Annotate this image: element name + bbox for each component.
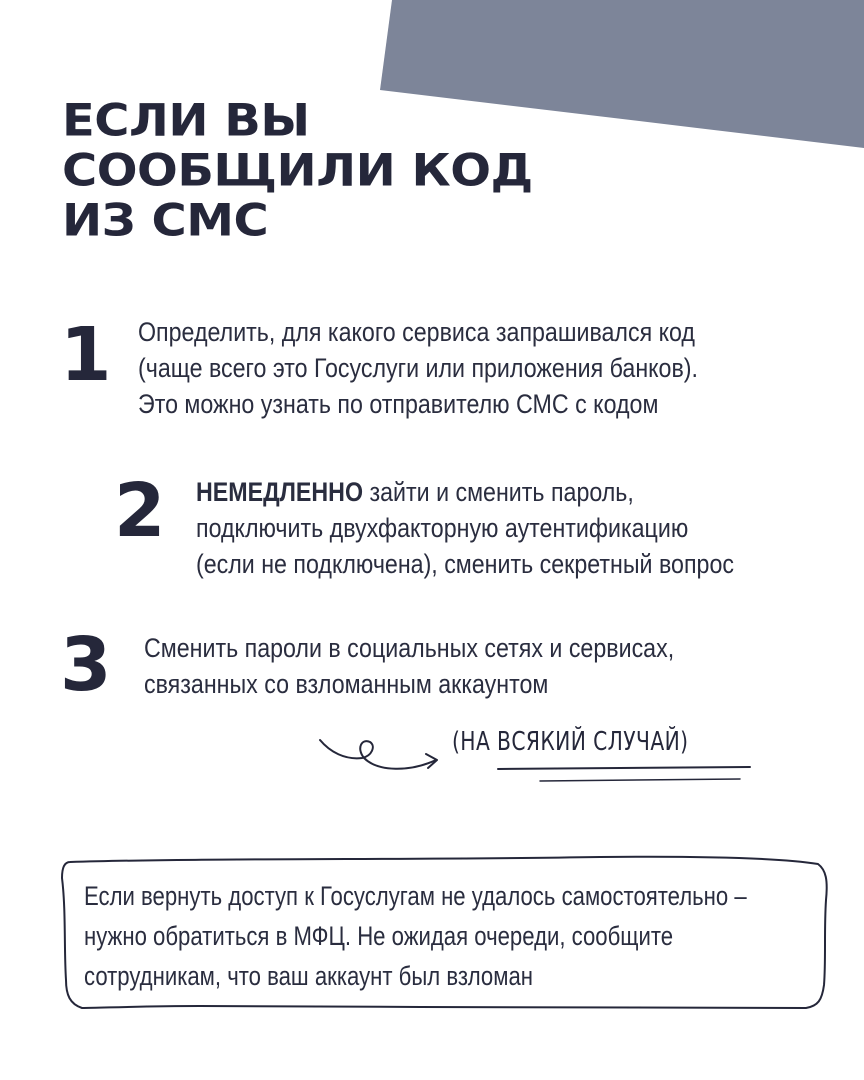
handwritten-underline-2 [540, 779, 740, 781]
step-2-number: 2 [114, 468, 166, 554]
step-1-number: 1 [60, 312, 112, 398]
step-1-text [138, 314, 698, 422]
page-title [62, 95, 533, 248]
step-3-line-2: связанных со взломанным аккаунтом [144, 669, 549, 699]
handwritten-underline [498, 767, 750, 769]
step-2-emphasis: НЕМЕДЛЕННО [196, 477, 364, 507]
step-3-text [144, 630, 674, 702]
step-2-text [196, 474, 734, 582]
notice-line-3: сотрудникам, что ваш аккаунт был взломан [84, 961, 533, 991]
title-line-3: ИЗ СМС [62, 195, 269, 247]
step-2-line-2: подключить двухфакторную аутентификацию [196, 513, 689, 543]
title-line-2: СООБЩИЛИ КОД [62, 145, 533, 197]
step-1-line-1: Определить, для какого сервиса запрашивался код [138, 317, 695, 347]
title-line-1: ЕСЛИ ВЫ [62, 95, 310, 147]
step-2-line-3: (если не подключена), сменить секретный вопрос [196, 549, 734, 579]
step-3-line-1: Сменить пароли в социальных сетях и сервисах, [144, 633, 675, 663]
notice-text [84, 876, 747, 996]
notice-line-1: Если вернуть доступ к Госуслугам не удалось самостоятельно – [84, 881, 747, 911]
notice-line-2: нужно обратиться в МФЦ. Не ожидая очереди, сообщите [84, 921, 674, 951]
step-2-line-1: зайти и сменить пароль, [369, 477, 634, 507]
step-3-number: 3 [60, 622, 112, 708]
curly-arrow-icon [320, 740, 437, 769]
step-1-line-2: (чаще всего это Госуслуги или приложения банков). [138, 353, 698, 383]
handwritten-note: (НА ВСЯКИЙ СЛУЧАЙ) [452, 727, 689, 757]
step-1-line-3: Это можно узнать по отправителю СМС с кодом [138, 389, 659, 419]
